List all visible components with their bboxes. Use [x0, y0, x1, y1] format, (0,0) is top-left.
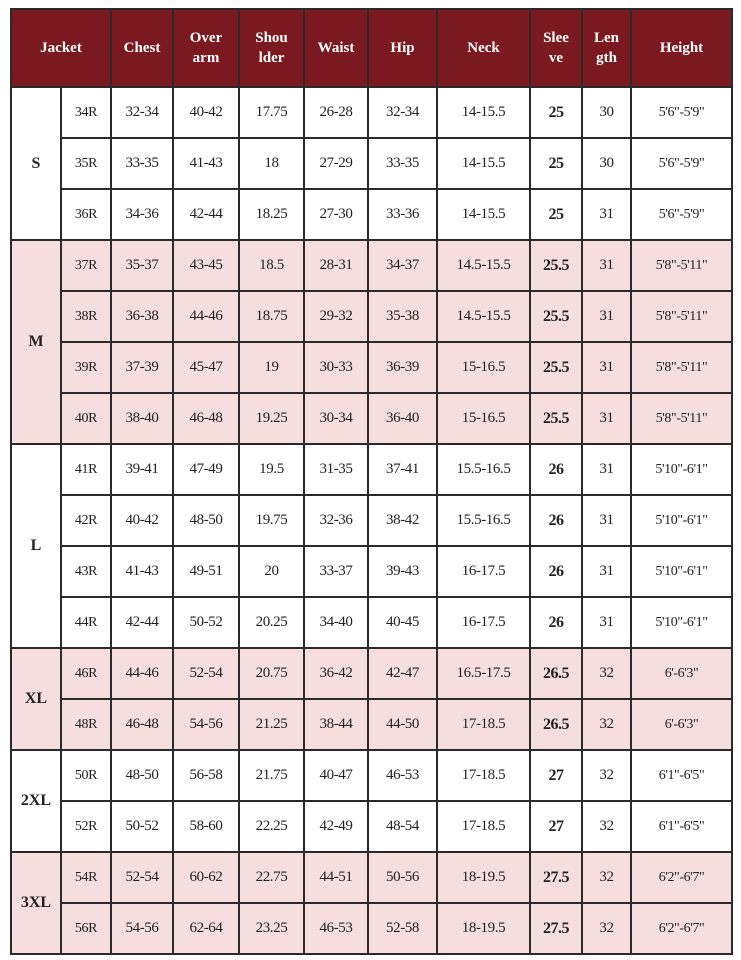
length-cell: 32 — [582, 801, 631, 852]
length-cell: 32 — [582, 750, 631, 801]
height-cell: 5'6"-5'9" — [631, 138, 732, 189]
chest-cell: 37-39 — [111, 342, 173, 393]
over-arm-cell: 40-42 — [173, 87, 239, 138]
table-row — [11, 138, 732, 189]
neck-cell: 14.5-15.5 — [437, 240, 530, 291]
hip-cell: 39-43 — [368, 546, 437, 597]
length-cell: 32 — [582, 648, 631, 699]
sleeve-cell: 26 — [530, 495, 582, 546]
chest-cell: 46-48 — [111, 699, 173, 750]
height-cell: 5'10"-6'1" — [631, 444, 732, 495]
header-label: lder — [258, 50, 285, 66]
over-arm-cell: 44-46 — [173, 291, 239, 342]
neck-cell: 16-17.5 — [437, 597, 530, 648]
table-header — [11, 9, 732, 87]
hip-cell: 36-40 — [368, 393, 437, 444]
height-cell: 6'2"-6'7" — [631, 852, 732, 903]
chest-cell: 41-43 — [111, 546, 173, 597]
sleeve-cell: 25.5 — [530, 342, 582, 393]
shoulder-cell: 18.5 — [239, 240, 304, 291]
neck-cell: 17-18.5 — [437, 699, 530, 750]
neck-cell: 14-15.5 — [437, 189, 530, 240]
neck-cell: 15.5-16.5 — [437, 495, 530, 546]
over-arm-cell: 41-43 — [173, 138, 239, 189]
hip-cell: 35-38 — [368, 291, 437, 342]
sleeve-cell: 25.5 — [530, 240, 582, 291]
shoulder-cell: 22.75 — [239, 852, 304, 903]
header-label: Shou — [255, 29, 288, 46]
over-arm-cell: 56-58 — [173, 750, 239, 801]
table-row — [11, 342, 732, 393]
size-label: 3XL — [11, 852, 61, 954]
neck-cell: 14-15.5 — [437, 138, 530, 189]
waist-cell: 42-49 — [304, 801, 368, 852]
height-cell: 5'10"-6'1" — [631, 546, 732, 597]
header-label: Slee — [543, 29, 569, 46]
jacket-code-cell: 44R — [61, 597, 111, 648]
shoulder-cell: 21.25 — [239, 699, 304, 750]
chest-cell: 50-52 — [111, 801, 173, 852]
length-cell: 31 — [582, 393, 631, 444]
chest-cell: 35-37 — [111, 240, 173, 291]
height-cell: 6'2"-6'7" — [631, 903, 732, 954]
header-label: Hip — [390, 39, 415, 56]
hip-cell: 40-45 — [368, 597, 437, 648]
length-cell: 30 — [582, 138, 631, 189]
neck-cell: 14.5-15.5 — [437, 291, 530, 342]
waist-cell: 30-34 — [304, 393, 368, 444]
hip-cell: 52-58 — [368, 903, 437, 954]
neck-cell: 17-18.5 — [437, 750, 530, 801]
waist-cell: 29-32 — [304, 291, 368, 342]
sleeve-cell: 25 — [530, 87, 582, 138]
header-shoulder — [239, 9, 304, 87]
chest-cell: 40-42 — [111, 495, 173, 546]
header-label: ve — [548, 50, 564, 66]
length-cell: 31 — [582, 546, 631, 597]
waist-cell: 28-31 — [304, 240, 368, 291]
table-row — [11, 903, 732, 954]
jacket-code-cell: 43R — [61, 546, 111, 597]
shoulder-cell: 18.75 — [239, 291, 304, 342]
height-cell: 5'8"-5'11" — [631, 240, 732, 291]
size-label: M — [11, 240, 61, 444]
jacket-code-cell: 50R — [61, 750, 111, 801]
neck-cell: 18-19.5 — [437, 852, 530, 903]
jacket-code-cell: 37R — [61, 240, 111, 291]
chest-cell: 39-41 — [111, 444, 173, 495]
hip-cell: 37-41 — [368, 444, 437, 495]
table-row — [11, 699, 732, 750]
table-row — [11, 852, 732, 903]
length-cell: 31 — [582, 495, 631, 546]
shoulder-cell: 18.25 — [239, 189, 304, 240]
table-body — [11, 87, 732, 954]
shoulder-cell: 17.75 — [239, 87, 304, 138]
jacket-code-cell: 56R — [61, 903, 111, 954]
waist-cell: 33-37 — [304, 546, 368, 597]
chest-cell: 38-40 — [111, 393, 173, 444]
height-cell: 6'-6'3" — [631, 699, 732, 750]
over-arm-cell: 48-50 — [173, 495, 239, 546]
over-arm-cell: 60-62 — [173, 852, 239, 903]
waist-cell: 44-51 — [304, 852, 368, 903]
length-cell: 32 — [582, 699, 631, 750]
sleeve-cell: 27 — [530, 801, 582, 852]
over-arm-cell: 50-52 — [173, 597, 239, 648]
table-row — [11, 597, 732, 648]
table-row — [11, 750, 732, 801]
chest-cell: 42-44 — [111, 597, 173, 648]
jacket-code-cell: 34R — [61, 87, 111, 138]
length-cell: 31 — [582, 597, 631, 648]
shoulder-cell: 19 — [239, 342, 304, 393]
over-arm-cell: 58-60 — [173, 801, 239, 852]
sleeve-cell: 27.5 — [530, 903, 582, 954]
jacket-code-cell: 39R — [61, 342, 111, 393]
height-cell: 6'1"-6'5" — [631, 801, 732, 852]
header-over-arm — [173, 9, 239, 87]
table-row — [11, 240, 732, 291]
header-label: Jacket — [40, 39, 82, 56]
shoulder-cell: 19.5 — [239, 444, 304, 495]
chest-cell: 33-35 — [111, 138, 173, 189]
length-cell: 32 — [582, 903, 631, 954]
over-arm-cell: 42-44 — [173, 189, 239, 240]
header-label: Neck — [467, 39, 500, 56]
sleeve-cell: 27 — [530, 750, 582, 801]
over-arm-cell: 49-51 — [173, 546, 239, 597]
header-label: gth — [596, 50, 617, 66]
header-hip — [368, 9, 437, 87]
header-height — [631, 9, 732, 87]
table-row — [11, 546, 732, 597]
shoulder-cell: 19.75 — [239, 495, 304, 546]
height-cell: 6'-6'3" — [631, 648, 732, 699]
hip-cell: 48-54 — [368, 801, 437, 852]
sleeve-cell: 25.5 — [530, 393, 582, 444]
header-label: Chest — [123, 39, 161, 56]
size-label: 2XL — [11, 750, 61, 852]
sleeve-cell: 26.5 — [530, 699, 582, 750]
size-label: XL — [11, 648, 61, 750]
neck-cell: 16-17.5 — [437, 546, 530, 597]
table-row — [11, 444, 732, 495]
table-row — [11, 291, 732, 342]
jacket-code-cell: 38R — [61, 291, 111, 342]
height-cell: 5'8"-5'11" — [631, 342, 732, 393]
hip-cell: 34-37 — [368, 240, 437, 291]
header-label: Over — [189, 29, 223, 46]
height-cell: 5'8"-5'11" — [631, 291, 732, 342]
sleeve-cell: 25 — [530, 189, 582, 240]
size-label: S — [11, 87, 61, 240]
shoulder-cell: 23.25 — [239, 903, 304, 954]
length-cell: 31 — [582, 342, 631, 393]
table-row — [11, 393, 732, 444]
jacket-code-cell: 36R — [61, 189, 111, 240]
neck-cell: 15.5-16.5 — [437, 444, 530, 495]
header-length — [582, 9, 631, 87]
length-cell: 30 — [582, 87, 631, 138]
over-arm-cell: 52-54 — [173, 648, 239, 699]
table-row — [11, 495, 732, 546]
shoulder-cell: 22.25 — [239, 801, 304, 852]
waist-cell: 34-40 — [304, 597, 368, 648]
waist-cell: 30-33 — [304, 342, 368, 393]
sleeve-cell: 25 — [530, 138, 582, 189]
length-cell: 32 — [582, 852, 631, 903]
hip-cell: 50-56 — [368, 852, 437, 903]
waist-cell: 46-53 — [304, 903, 368, 954]
chest-cell: 52-54 — [111, 852, 173, 903]
header-chest — [111, 9, 173, 87]
height-cell: 5'6"-5'9" — [631, 189, 732, 240]
waist-cell: 40-47 — [304, 750, 368, 801]
hip-cell: 32-34 — [368, 87, 437, 138]
jacket-code-cell: 40R — [61, 393, 111, 444]
shoulder-cell: 21.75 — [239, 750, 304, 801]
header-label: Len — [593, 29, 619, 46]
over-arm-cell: 54-56 — [173, 699, 239, 750]
length-cell: 31 — [582, 291, 631, 342]
waist-cell: 31-35 — [304, 444, 368, 495]
sleeve-cell: 26 — [530, 546, 582, 597]
over-arm-cell: 47-49 — [173, 444, 239, 495]
chest-cell: 54-56 — [111, 903, 173, 954]
header-label: Waist — [317, 39, 355, 56]
length-cell: 31 — [582, 189, 631, 240]
hip-cell: 38-42 — [368, 495, 437, 546]
neck-cell: 16.5-17.5 — [437, 648, 530, 699]
hip-cell: 36-39 — [368, 342, 437, 393]
hip-cell: 46-53 — [368, 750, 437, 801]
size-label: L — [11, 444, 61, 648]
jacket-code-cell: 52R — [61, 801, 111, 852]
hip-cell: 33-36 — [368, 189, 437, 240]
waist-cell: 27-30 — [304, 189, 368, 240]
hip-cell: 33-35 — [368, 138, 437, 189]
shoulder-cell: 20.25 — [239, 597, 304, 648]
jacket-code-cell: 54R — [61, 852, 111, 903]
sleeve-cell: 26 — [530, 597, 582, 648]
neck-cell: 15-16.5 — [437, 342, 530, 393]
over-arm-cell: 43-45 — [173, 240, 239, 291]
sleeve-cell: 27.5 — [530, 852, 582, 903]
jacket-code-cell: 42R — [61, 495, 111, 546]
waist-cell: 36-42 — [304, 648, 368, 699]
shoulder-cell: 18 — [239, 138, 304, 189]
waist-cell: 26-28 — [304, 87, 368, 138]
sleeve-cell: 26 — [530, 444, 582, 495]
waist-cell: 32-36 — [304, 495, 368, 546]
shoulder-cell: 19.25 — [239, 393, 304, 444]
sleeve-cell: 25.5 — [530, 291, 582, 342]
header-label: Height — [659, 39, 704, 56]
chest-cell: 48-50 — [111, 750, 173, 801]
jacket-code-cell: 41R — [61, 444, 111, 495]
chest-cell: 44-46 — [111, 648, 173, 699]
chest-cell: 32-34 — [111, 87, 173, 138]
chest-cell: 36-38 — [111, 291, 173, 342]
header-row — [11, 9, 732, 87]
neck-cell: 14-15.5 — [437, 87, 530, 138]
hip-cell: 42-47 — [368, 648, 437, 699]
height-cell: 5'6"-5'9" — [631, 87, 732, 138]
table-row — [11, 87, 732, 138]
over-arm-cell: 46-48 — [173, 393, 239, 444]
header-neck — [437, 9, 530, 87]
hip-cell: 44-50 — [368, 699, 437, 750]
over-arm-cell: 62-64 — [173, 903, 239, 954]
height-cell: 6'1"-6'5" — [631, 750, 732, 801]
jacket-code-cell: 46R — [61, 648, 111, 699]
sleeve-cell: 26.5 — [530, 648, 582, 699]
height-cell: 5'10"-6'1" — [631, 597, 732, 648]
header-label: arm — [192, 50, 220, 66]
table-row — [11, 189, 732, 240]
waist-cell: 38-44 — [304, 699, 368, 750]
shoulder-cell: 20 — [239, 546, 304, 597]
size-chart-table — [10, 8, 733, 955]
neck-cell: 15-16.5 — [437, 393, 530, 444]
length-cell: 31 — [582, 240, 631, 291]
chest-cell: 34-36 — [111, 189, 173, 240]
height-cell: 5'8"-5'11" — [631, 393, 732, 444]
length-cell: 31 — [582, 444, 631, 495]
waist-cell: 27-29 — [304, 138, 368, 189]
header-jacket — [11, 9, 111, 87]
table-row — [11, 648, 732, 699]
neck-cell: 17-18.5 — [437, 801, 530, 852]
jacket-code-cell: 48R — [61, 699, 111, 750]
header-sleeve — [530, 9, 582, 87]
over-arm-cell: 45-47 — [173, 342, 239, 393]
neck-cell: 18-19.5 — [437, 903, 530, 954]
table-row — [11, 801, 732, 852]
header-waist — [304, 9, 368, 87]
height-cell: 5'10"-6'1" — [631, 495, 732, 546]
jacket-code-cell: 35R — [61, 138, 111, 189]
shoulder-cell: 20.75 — [239, 648, 304, 699]
